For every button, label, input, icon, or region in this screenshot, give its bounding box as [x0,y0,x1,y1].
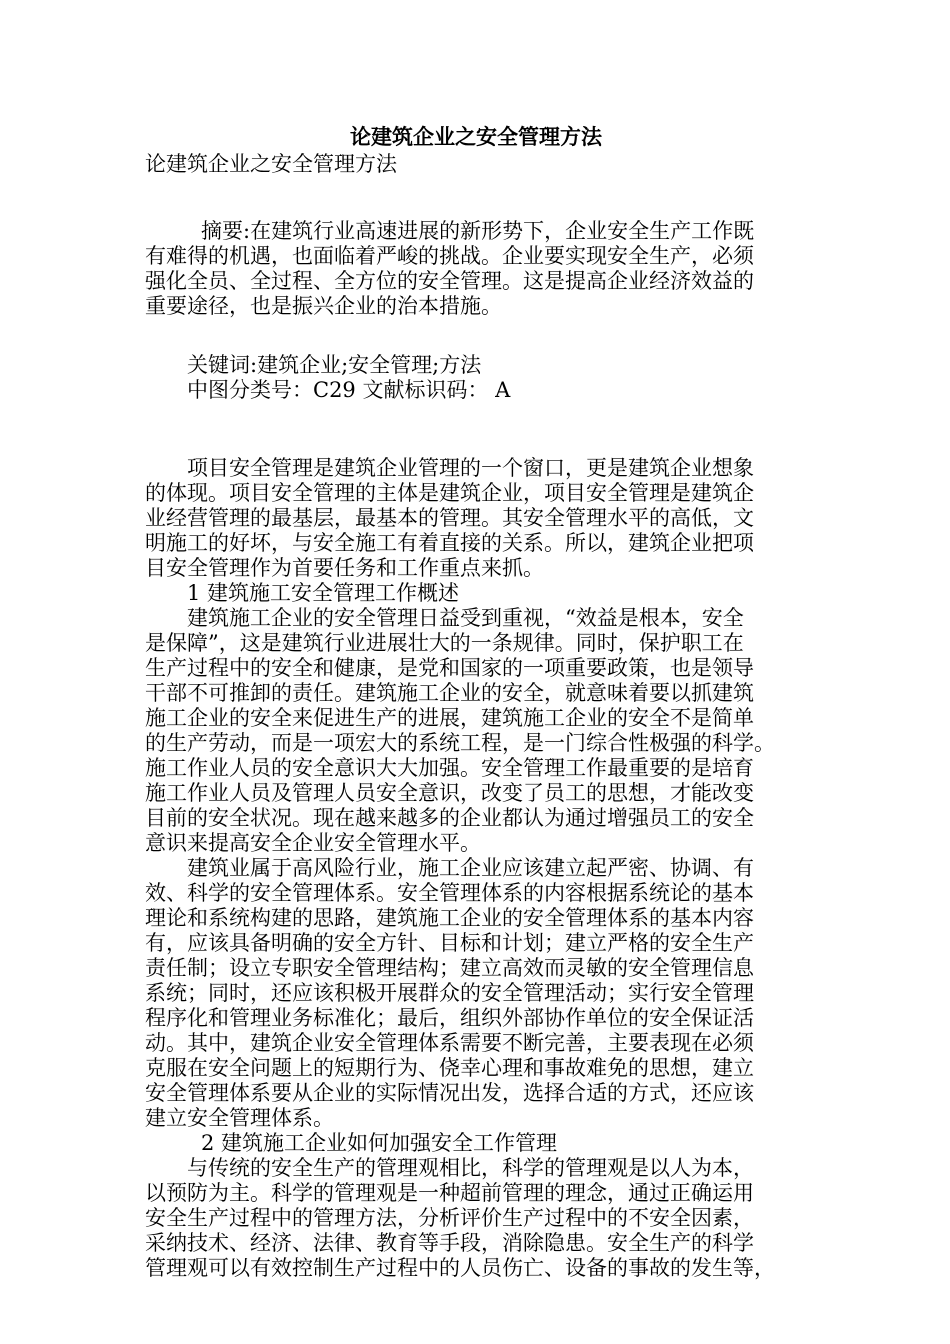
document-title: 论建筑企业之安全管理方法 [350,124,602,149]
spacer [145,319,807,353]
body-line: 意识来提高安全企业安全管理水平。 [145,831,481,855]
section1-paragraph-2 [145,856,807,1131]
section1-heading: 1 建筑施工安全管理工作概述 [187,581,460,605]
body-line: 建筑业属于高风险行业，施工企业应该建立起严密、协调、有 [187,856,754,880]
section2-heading: 2 建筑施工企业如何加强安全工作管理 [201,1131,558,1155]
body-line: 有，应该具备明确的安全方针、目标和计划；建立严格的安全生产 [145,931,754,955]
keywords-block [145,353,807,403]
body-line: 干部不可推卸的责任。建筑施工企业的安全，就意味着要以抓建筑 [145,681,754,705]
intro-line: 明施工的好坏，与安全施工有着直接的关系。所以，建筑企业把项 [145,531,754,555]
abstract-line: 摘要:在建筑行业高速进展的新形势下，企业安全生产工作既 [201,219,755,243]
intro-paragraph [145,456,807,581]
intro-line: 业经营管理的最基层，最基本的管理。其安全管理水平的高低，文 [145,506,754,530]
body-line: 效、科学的安全管理体系。安全管理体系的内容根据系统论的基本 [145,881,754,905]
body-line: 建筑施工企业的安全管理日益受到重视，“效益是根本，安全 [187,606,744,630]
document-subtitle: 论建筑企业之安全管理方法 [145,152,397,176]
body-line: 管理观可以有效控制生产过程中的人员伤亡、设备的事故的发生等， [145,1256,775,1280]
body-line: 安全管理体系要从企业的实际情况出发，选择合适的方式，还应该 [145,1081,754,1105]
keywords-line: 关键词:建筑企业;安全管理;方法 [187,353,482,377]
abstract-line: 强化全员、全过程、全方位的安全管理。这是提高企业经济效益的 [145,269,754,293]
body-line: 的生产劳动，而是一项宏大的系统工程，是一门综合性极强的科学。 [145,731,775,755]
body-line: 安全生产过程中的管理方法，分析评价生产过程中的不安全因素， [145,1206,754,1230]
section2-heading-block [145,1131,807,1156]
body-line: 与传统的安全生产的管理观相比，科学的管理观是以人为本， [187,1156,754,1180]
spacer [145,178,807,219]
body-line: 理论和系统构建的思路，建筑施工企业的安全管理体系的基本内容 [145,906,754,930]
intro-line: 的体现。项目安全管理的主体是建筑企业，项目安全管理是建筑企 [145,481,754,505]
body-line: 施工作业人员及管理人员安全意识，改变了员工的思想，才能改变 [145,781,754,805]
abstract-line: 重要途径，也是振兴企业的治本措施。 [145,294,502,318]
section1-heading-block [145,581,807,606]
body-line: 系统；同时，还应该积极开展群众的安全管理活动；实行安全管理 [145,981,754,1005]
spacer [145,403,807,456]
classification-line: 中图分类号：C29 文献标识码： A [187,378,511,402]
body-line: 采纳技术、经济、法律、教育等手段，消除隐患。安全生产的科学 [145,1231,754,1255]
body-line: 生产过程中的安全和健康，是党和国家的一项重要政策，也是领导 [145,656,754,680]
body-line: 克服在安全问题上的短期行为、侥幸心理和事故难免的思想，建立 [145,1056,754,1080]
intro-line: 目安全管理作为首要任务和工作重点来抓。 [145,556,544,580]
body-line: 动。其中，建筑企业安全管理体系需要不断完善，主要表现在必须 [145,1031,754,1055]
body-line: 是保障”，这是建筑行业进展壮大的一条规律。同时，保护职工在 [145,631,744,655]
body-line: 建立安全管理体系。 [145,1106,334,1130]
section1-paragraph-1 [145,606,807,856]
body-line: 程序化和管理业务标准化；最后，组织外部协作单位的安全保证活 [145,1006,754,1030]
body-line: 责任制；设立专职安全管理结构；建立高效而灵敏的安全管理信息 [145,956,754,980]
section2-paragraph-1 [145,1156,807,1281]
body-line: 目前的安全状况。现在越来越多的企业都认为通过增强员工的安全 [145,806,754,830]
body-line: 施工作业人员的安全意识大大加强。安全管理工作最重要的是培育 [145,756,754,780]
abstract-paragraph [145,219,807,319]
intro-line: 项目安全管理是建筑企业管理的一个窗口，更是建筑企业想象 [187,456,754,480]
abstract-line: 有难得的机遇，也面临着严峻的挑战。企业要实现安全生产，必须 [145,244,754,268]
document-page [145,123,807,1281]
body-line: 施工企业的安全来促进生产的进展，建筑施工企业的安全不是简单 [145,706,754,730]
body-line: 以预防为主。科学的管理观是一种超前管理的理念，通过正确运用 [145,1181,754,1205]
